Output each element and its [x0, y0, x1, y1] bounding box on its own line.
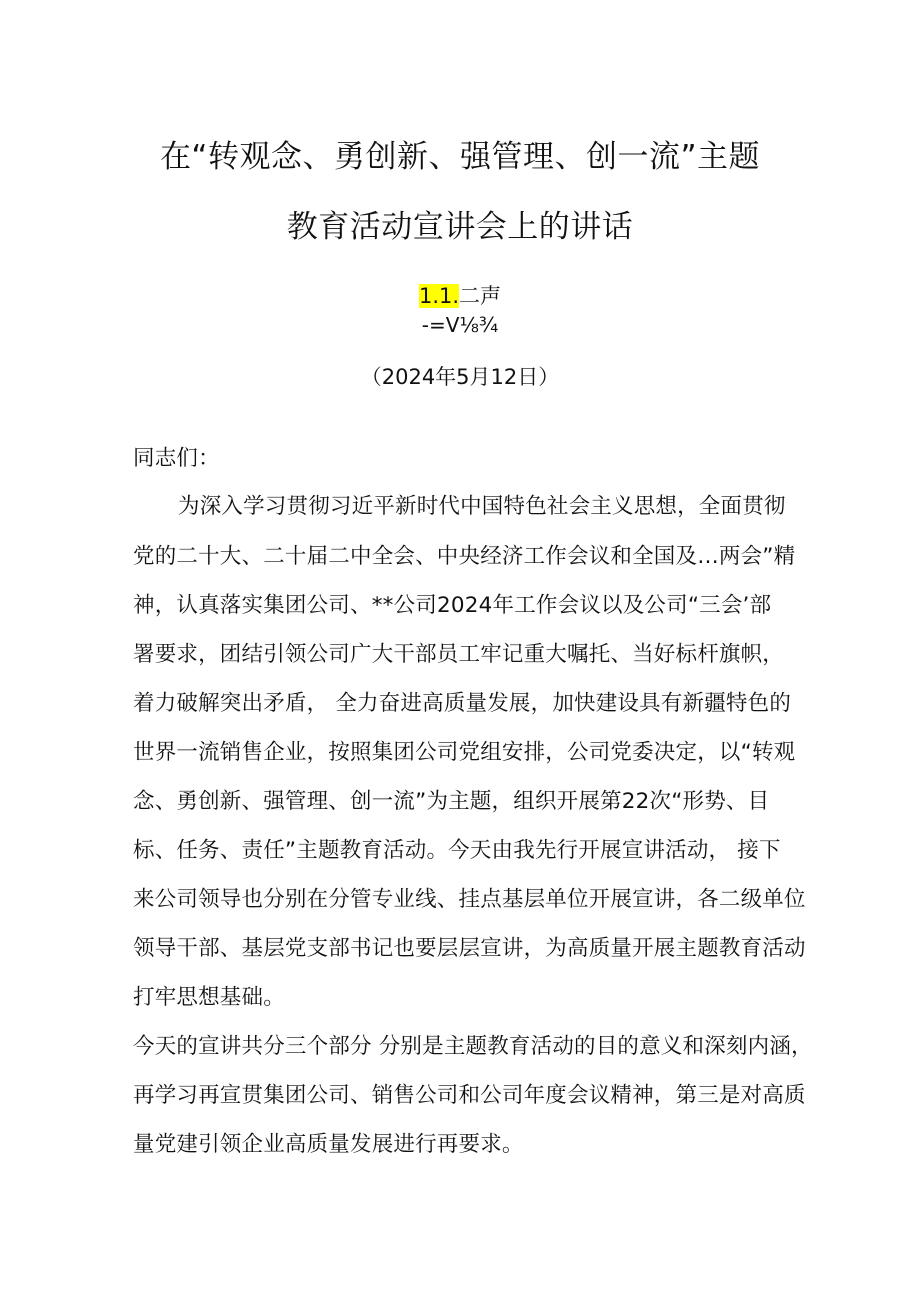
paragraph-2-line: 量党建引领企业高质量发展进行再要求。 — [133, 1132, 524, 1157]
title-line-2: 教育活动宣讲会上的讲话 — [286, 209, 634, 245]
author-line-2: -=V⅛¾ — [421, 313, 499, 337]
title-line-1: 在“转观念、勇创新、强管理、创一流”主题 — [159, 139, 761, 175]
paragraph-1-line: 打牢思想基础。 — [133, 985, 285, 1010]
paragraph-1-line: 着力破解突出矛盾， 全力奋进高质量发展，加快建设具有新疆特色的 — [133, 691, 792, 716]
paragraph-1-line: 念、勇创新、强管理、创一流”为主题，组织开展第22次“形势、目 — [133, 789, 770, 814]
paragraph-1-line: 署要求，团结引领公司广大干部员工牢记重大嘱托、当好标杆旗帜， — [133, 642, 785, 667]
speech-date: （2024年5月12日） — [360, 365, 560, 389]
author-highlight: 1.1. — [418, 284, 460, 308]
paragraph-1-line: 领导干部、基层党支部书记也要层层宣讲，为高质量开展主题教育活动 — [133, 936, 806, 961]
author-name: 二声 — [459, 284, 502, 308]
paragraph-1-line: 神，认真落实集团公司、**公司2024年工作会议以及公司“三会’部 — [133, 593, 772, 618]
paragraph-1-line: 党的二十大、二十届二中全会、中央经济工作会议和全国及…两会”精 — [133, 544, 796, 569]
salutation: 同志们： — [133, 446, 220, 471]
author-line — [0, 280, 920, 310]
paragraph-2-line: 今天的宣讲共分三个部分 分别是主题教育活动的目的意义和深刻内涵， — [133, 1034, 813, 1059]
paragraph-2-line: 再学习再宣贯集团公司、销售公司和公司年度会议精神，第三是对高质 — [133, 1083, 806, 1108]
paragraph-1-line: 来公司领导也分别在分管专业线、挂点基层单位开展宣讲，各二级单位 — [133, 887, 806, 912]
paragraph-1-line: 为深入学习贯彻习近平新时代中国特色社会主义思想，全面贯彻 — [178, 494, 786, 519]
paragraph-1-line: 世界一流销售企业，按照集团公司党组安排，公司党委决定，以“转观 — [133, 740, 796, 765]
paragraph-1-line: 标、任务、责任”主题教育活动。今天由我先行开展宣讲活动， 接下 — [133, 838, 781, 863]
